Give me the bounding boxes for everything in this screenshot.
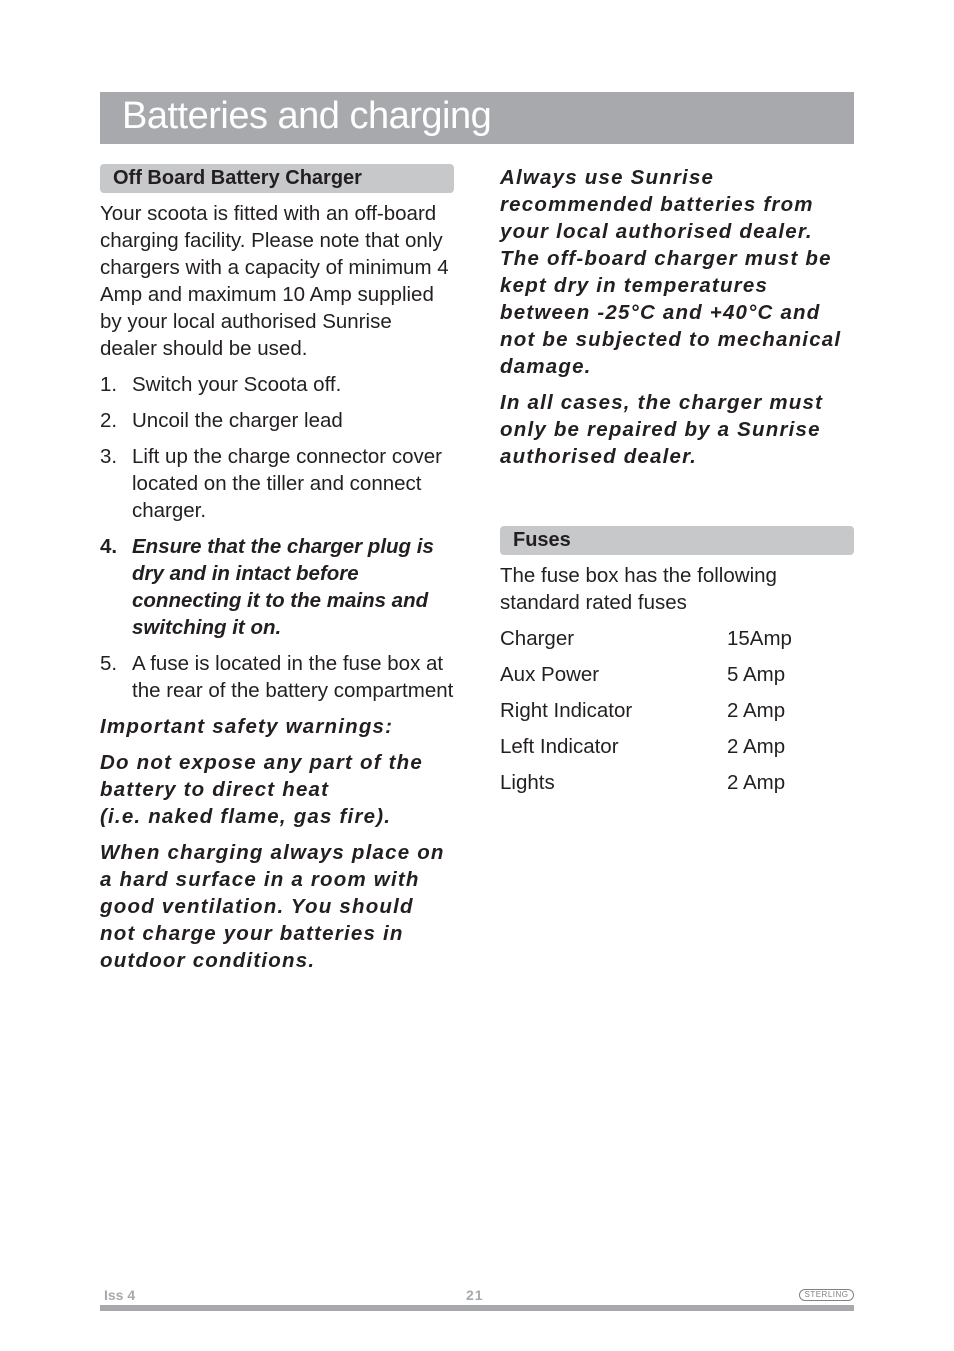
right-column — [500, 164, 854, 805]
table-row — [500, 697, 854, 733]
warnings-heading: Important safety warnings: — [100, 715, 394, 738]
fuse-table — [500, 625, 854, 805]
step-number: 3. — [100, 445, 118, 468]
table-row — [500, 769, 854, 805]
page-title-bar — [100, 92, 854, 144]
table-row — [500, 661, 854, 697]
fuse-name: Charger — [500, 627, 575, 650]
fuse-name: Lights — [500, 771, 555, 794]
step-text: Lift up the charge connector cover located on the tiller and connect charger. — [132, 445, 442, 522]
footer-page-number: 21 — [466, 1287, 484, 1303]
step-text: Switch your Scoota off. — [132, 373, 342, 396]
sterling-logo: STERLING — [799, 1289, 854, 1301]
fuse-rating: 2 Amp — [727, 699, 786, 722]
step-item — [100, 650, 454, 704]
fuse-rating: 2 Amp — [727, 735, 786, 758]
fuse-name: Right Indicator — [500, 699, 633, 722]
fuse-name: Aux Power — [500, 663, 600, 686]
fuse-rating: 15Amp — [727, 627, 792, 650]
table-row — [500, 625, 854, 661]
table-row — [500, 733, 854, 769]
warning-heat-line2: (i.e. naked flame, gas fire). — [100, 805, 392, 828]
left-column — [100, 164, 454, 983]
step-number: 4. — [100, 535, 118, 558]
step-number: 5. — [100, 652, 118, 675]
step-number: 1. — [100, 373, 118, 396]
step-item — [100, 443, 454, 524]
fuses-section-heading: Fuses — [500, 526, 854, 555]
step-item — [100, 371, 454, 398]
repair-note: In all cases, the charger must only be repaired by a Sunrise authorised dealer. — [500, 391, 824, 468]
fuse-name: Left Indicator — [500, 735, 619, 758]
step-item — [100, 407, 454, 434]
fuses-intro: The fuse box has the following standard rated fuses — [500, 564, 777, 614]
warning-ventilation: When charging always place on a hard surface in a room with good ventilation. You should not charge your batteries in outdoor conditions. — [100, 841, 445, 972]
charging-steps — [100, 371, 454, 704]
footer-divider — [100, 1305, 854, 1311]
page-title: Batteries and charging — [122, 95, 492, 137]
step-text: Ensure that the charger plug is dry and in intact before connecting it to the mains and switching it on. — [132, 535, 434, 639]
step-number: 2. — [100, 409, 118, 432]
step-item — [100, 533, 454, 641]
battery-note: Always use Sunrise recommended batteries from your local authorised dealer. The off-board charger must be kept dry in temperatures between -25°C and +40°C and not be subjected to mechanical damage. — [500, 166, 842, 378]
step-text: Uncoil the charger lead — [132, 409, 343, 432]
warning-heat — [100, 749, 454, 830]
footer-issue: Iss 4 — [104, 1287, 136, 1303]
warning-heat-line1: Do not expose any part of the battery to direct heat — [100, 751, 423, 801]
charger-intro: Your scoota is fitted with an off-board charging facility. Please note that only chargers with a capacity of minimum 4 Amp and maximum 10 Amp supplied by your local authorised Sunrise dealer should be used. — [100, 202, 449, 360]
step-text: A fuse is located in the fuse box at the rear of the battery compartment — [132, 652, 454, 702]
fuse-rating: 2 Amp — [727, 771, 786, 794]
charger-section-heading: Off Board Battery Charger — [100, 164, 454, 193]
fuse-rating: 5 Amp — [727, 663, 786, 686]
